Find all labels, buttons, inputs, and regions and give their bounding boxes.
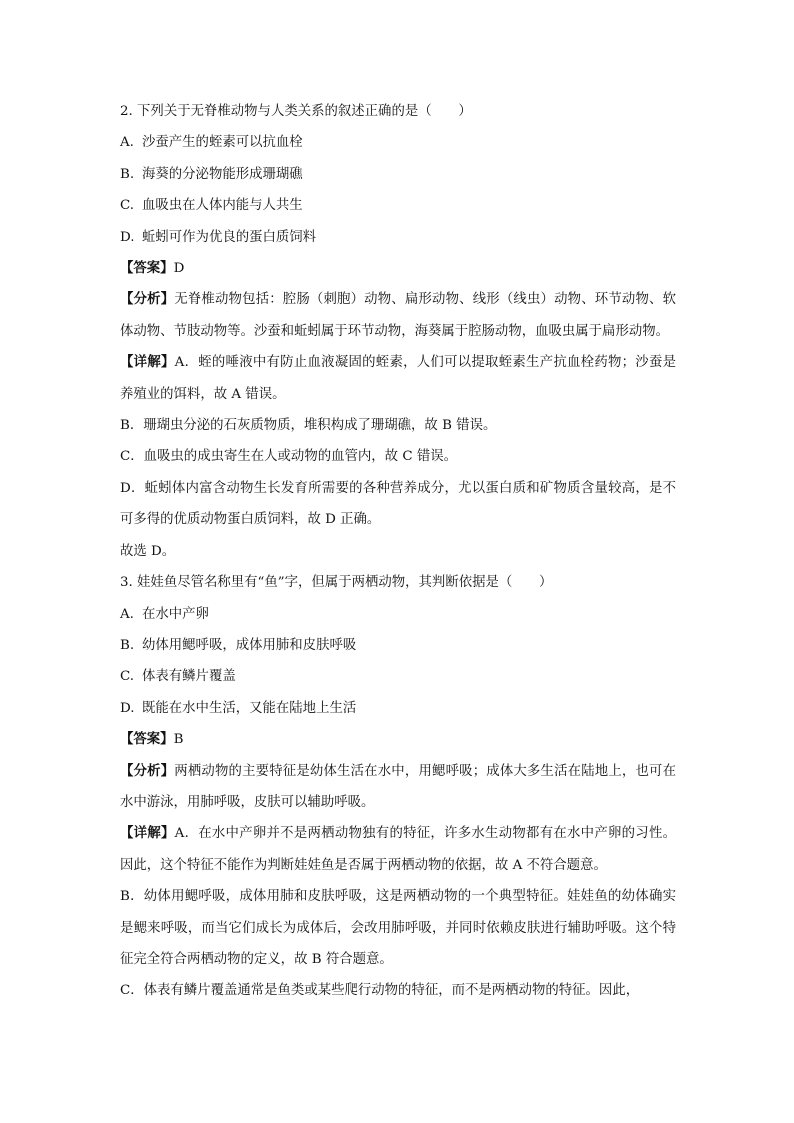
detail-text: A．蛭的唾液中有防止血液凝固的蛭素，人们可以提取蛭素生产抗血栓药物；沙蚕是养殖业的饵料，故 A 错误。 xyxy=(120,355,677,402)
answer-value: D xyxy=(173,261,185,277)
analysis-tag: 【分析】 xyxy=(120,762,175,779)
question-3-detail-b: B．幼体用鳃呼吸，成体用肺和皮肤呼吸，这是两栖动物的一个典型特征。娃娃鱼的幼体确实是鳃来呼吸，而当它们成长为成体后，会改用肺呼吸，并同时依赖皮肤进行辅助呼吸。这个特征完全符合两栖动物的定义，故 B 符合题意。 xyxy=(120,889,676,967)
question-2-stem: 2. 下列关于无脊椎动物与人类关系的叙述正确的是（ ） xyxy=(120,104,472,119)
detail-text: A．在水中产卵并不是两栖动物独有的特征，许多水生动物都有在水中产卵的习性。因此，这个特征不能作为判断娃娃鱼是否属于两栖动物的依据，故 A 不符合题意。 xyxy=(120,826,677,873)
option-letter: B. xyxy=(120,166,135,182)
answer-value: B xyxy=(173,732,184,748)
option-text: 体表有鳞片覆盖 xyxy=(142,669,236,685)
question-3-option-c xyxy=(120,661,676,692)
option-text: 海葵的分泌物能形成珊瑚礁 xyxy=(142,166,303,182)
analysis-text: 无脊椎动物包括：腔肠（刺胞）动物、扁形动物、线形（线虫）动物、环节动物、软体动物、节肢动物等。沙蚕和蚯蚓属于环节动物，海葵属于腔肠动物，血吸虫属于扁形动物。 xyxy=(120,292,677,339)
question-2-detail-d: D．蚯蚓体内富含动物生长发育所需要的各种营养成分，尤以蛋白质和矿物质含量较高，是不可多得的优质动物蛋白质饲料，故 D 正确。 xyxy=(120,480,676,528)
option-letter: D. xyxy=(120,229,135,245)
question-2-detail-b: B．珊瑚虫分泌的石灰质物质，堆积构成了珊瑚礁，故 B 错误。 xyxy=(120,418,497,434)
option-text: 既能在水中生活，又能在陆地上生活 xyxy=(142,700,357,716)
detail-tag: 【详解】 xyxy=(120,825,175,842)
option-text: 幼体用鳃呼吸，成体用肺和皮肤呼吸 xyxy=(142,637,357,653)
question-2-analysis xyxy=(120,284,676,347)
question-3-stem: 3. 娃娃鱼尽管名称里有“鱼”字，但属于两栖动物，其判断依据是（ ） xyxy=(120,575,553,591)
option-text: 沙蚕产生的蛭素可以抗血栓 xyxy=(142,135,303,151)
question-3-option-d xyxy=(120,693,676,724)
question-2-option-a xyxy=(120,127,676,158)
option-text: 蚯蚓可作为优良的蛋白质饲料 xyxy=(142,229,317,245)
option-letter: A. xyxy=(120,135,134,151)
question-3-option-b xyxy=(120,630,676,661)
question-2-option-c xyxy=(120,190,676,221)
analysis-tag: 【分析】 xyxy=(120,291,175,308)
question-3-option-a xyxy=(120,599,676,630)
option-letter: B. xyxy=(120,637,135,653)
question-2-conclusion: 故选 D。 xyxy=(120,543,176,559)
analysis-text: 两栖动物的主要特征是幼体生活在水中，用鳃呼吸；成体大多生活在陆地上，也可在水中游泳，用肺呼吸，皮肤可以辅助呼吸。 xyxy=(120,763,677,810)
question-3-detail-a xyxy=(120,818,676,881)
document-page xyxy=(120,96,676,1007)
option-letter: C. xyxy=(120,669,135,685)
option-letter: C. xyxy=(120,198,135,214)
question-2-detail-a xyxy=(120,347,676,410)
option-text: 血吸虫在人体内能与人共生 xyxy=(142,198,303,214)
question-2-option-d xyxy=(120,222,676,253)
option-text: 在水中产卵 xyxy=(142,606,209,622)
detail-tag: 【详解】 xyxy=(120,354,175,371)
question-3-analysis xyxy=(120,756,676,819)
option-letter: A. xyxy=(120,606,134,622)
question-3-answer xyxy=(120,724,676,755)
answer-tag: 【答案】 xyxy=(120,731,174,748)
question-2-detail-c: C．血吸虫的成虫寄生在人或动物的血管内，故 C 错误。 xyxy=(120,449,457,465)
question-3-detail-c: C．体表有鳞片覆盖通常是鱼类或某些爬行动物的特征，而不是两栖动物的特征。因此， xyxy=(120,983,640,999)
answer-tag: 【答案】 xyxy=(120,260,174,277)
question-2-option-b xyxy=(120,159,676,190)
option-letter: D. xyxy=(120,700,135,716)
question-2-answer xyxy=(120,253,676,284)
